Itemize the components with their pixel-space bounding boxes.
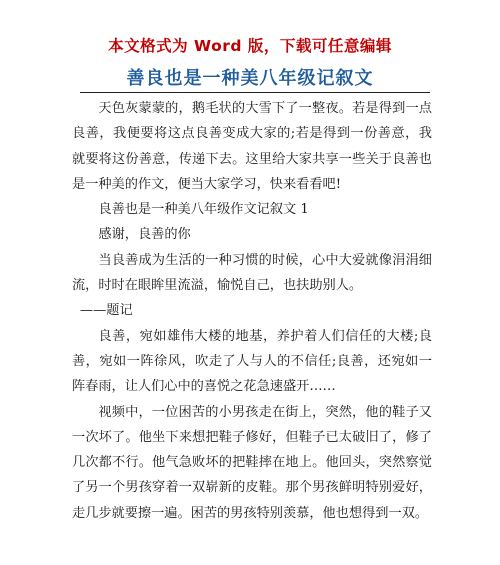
word-format-banner: 本文格式为 Word 版，下载可任意编辑 [108,37,392,55]
article-body [72,96,432,526]
epigraph-label: ——题记 [79,303,133,319]
page-title: 善良也是一种美八年级记叙文 [126,68,374,89]
intro-paragraph: 天色灰蒙蒙的，鹅毛状的大雪下了一整夜。若是得到一点良善，我便要将这点良善变成大家的;若是得到一份善意，我就要将这份善意，传递下去。这里给大家共享一些关于良善也是一种美的作文，便当大家学习，快来看看吧! [72,101,432,192]
body-paragraph: 当良善成为生活的一种习惯的时候，心中大爱就像涓涓细流，时时在眼眸里流溢，愉悦自己，也扶助别人。 [72,252,432,294]
title-divider [80,92,430,93]
essay-heading: 良善也是一种美八年级作文记叙文 1 [98,202,309,218]
essay-subtitle: 感谢，良善的你 [98,227,191,243]
body-paragraph: 良善，宛如雄伟大楼的地基，养护着人们信任的大楼;良善，宛如一阵徐风，吹走了人与人的不信任;良善，还宛如一阵春雨，让人们心中的喜悦之花急速盛开…… [72,328,432,395]
body-paragraph: 视频中，一位困苦的小男孩走在街上，突然，他的鞋子又一次坏了。他坐下来想把鞋子修好，但鞋子已太破旧了，修了几次都不行。他气急败坏的把鞋摔在地上。他回头，突然察觉了另一个男孩穿着一双崭新的皮鞋。那个男孩鲜明特别爱好，走几步就要擦一遍。困苦的男孩特别羡慕，他也想得到一双。 [72,404,432,521]
